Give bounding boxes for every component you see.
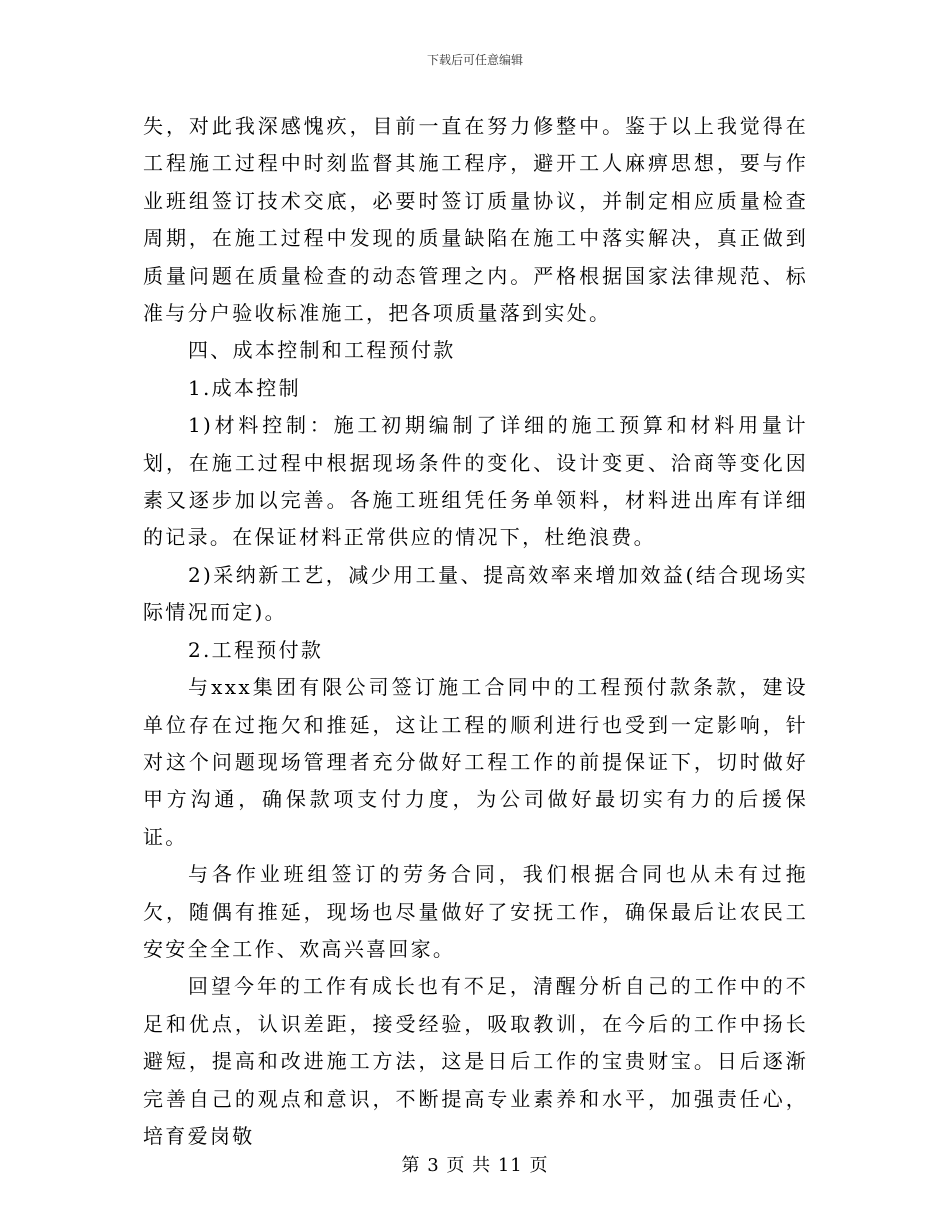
paragraph-prepayment-contract: 与xxx集团有限公司签订施工合同中的工程预付款条款，建设单位存在过拖欠和推延，这让工程的顺利进行也受到一定影响，针对这个问题现场管理者充分做好工程工作的前提保证下，切时做好甲方沟通，确保款项支付力度，为公司做好最切实有力的后援保证。	[143, 675, 808, 849]
subheading-cost-control: 1.成本控制	[188, 375, 301, 400]
page-header-note: 下载后可任意编辑	[426, 53, 523, 67]
paragraph-new-technology: 2)采纳新工艺，减少用工量、提高效率来增加效益(结合现场实际情况而定)。	[143, 562, 808, 625]
page-number-footer: 第 3 页 共 11 页	[401, 1155, 549, 1176]
paragraph-labor-contract: 与各作业班组签订的劳务合同，我们根据合同也从未有过拖欠，随偶有推延，现场也尽量做好了安抚工作，确保最后让农民工安安全全工作、欢高兴喜回家。	[143, 862, 808, 961]
heading-cost-and-prepayment: 四、成本控制和工程预付款	[188, 338, 456, 363]
paragraph-quality-control: 失，对此我深感愧疚，目前一直在努力修整中。鉴于以上我觉得在工程施工过程中时刻监督其施工程序，避开工人麻痹思想，要与作业班组签订技术交底，必要时签订质量协议，并制定相应质量检查周期，在施工过程中发现的质量缺陷在施工中落实解决，真正做到质量问题在质量检查的动态管理之内。严格根据国家法律规范、标准与分户验收标准施工，把各项质量落到实处。	[143, 114, 808, 326]
paragraph-year-review: 回望今年的工作有成长也有不足，清醒分析自己的工作中的不足和优点，认识差距，接受经验，吸取教训，在今后的工作中扬长避短，提高和改进施工方法，这是日后工作的宝贵财宝。日后逐渐完善自己的观点和意识，不断提高专业素养和水平，加强责任心，培育爱岗敬	[143, 974, 808, 1148]
subheading-prepayment: 2.工程预付款	[188, 637, 324, 662]
paragraph-material-control: 1)材料控制：施工初期编制了详细的施工预算和材料用量计划，在施工过程中根据现场条件的变化、设计变更、洽商等变化因素又逐步加以完善。各施工班组凭任务单领料，材料进出库有详细的记录。在保证材料正常供应的情况下，杜绝浪费。	[143, 413, 808, 550]
document-body	[143, 108, 808, 1155]
